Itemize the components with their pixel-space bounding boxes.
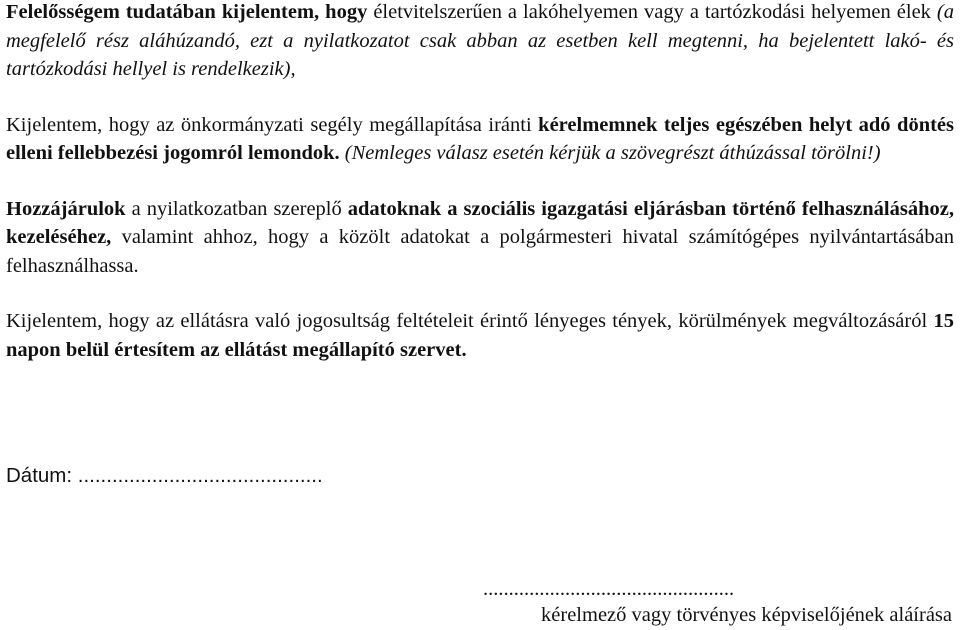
- consent-keyword: Hozzájárulok: [6, 197, 126, 220]
- consent-data-usage: adatoknak a szociális igazgatási eljárásban történő felhasználásához, kezeléséhez,: [6, 197, 954, 248]
- change-notification-paragraph: [6, 307, 954, 364]
- appeal-waiver-statement: kérelmemnek teljes egészében helyt adó döntés elleni fellebbezési jogomról lemondok.: [6, 113, 954, 164]
- signature-line: .................................................: [483, 578, 735, 600]
- notification-deadline: 15 napon belül értesítem az ellátást megállapító szervet.: [6, 310, 954, 361]
- data-consent-paragraph: [6, 195, 954, 281]
- residence-note: (a megfelelő rész aláhúzandó, ezt a nyilatkozatot csak abban az esetben kell megtenni, ha bejelentett lakó- és tartózkodási hellyel is rendelkezik),: [6, 1, 954, 80]
- responsibility-statement: Felelősségem tudatában kijelentem, hogy: [6, 1, 368, 23]
- appeal-waiver-lead: Kijelentem, hogy az önkormányzati segély megállapítása iránti: [6, 113, 539, 136]
- change-notification-text: Kijelentem, hogy az ellátásra való jogosultság feltételeit érintő lényeges tények, körülmények megváltozásáról: [6, 310, 934, 332]
- appeal-waiver-note: (Nemleges válasz esetén kérjük a szövegrészt áthúzással törölni!): [339, 142, 881, 164]
- appeal-waiver-paragraph: [6, 111, 954, 168]
- residence-declaration-paragraph: [6, 0, 954, 84]
- date-field: Dátum: ...........................................: [6, 464, 323, 487]
- declaration-body: [6, 0, 954, 364]
- signature-label: kérelmező vagy törvényes képviselőjének aláírása: [541, 604, 952, 626]
- consent-text-1: a nyilatkozatban szereplő: [125, 197, 348, 220]
- residence-text: életvitelszerűen a lakóhelyemen vagy a tartózkodási helyemen élek: [367, 1, 937, 23]
- consent-text-2: valamint ahhoz, hogy a közölt adatokat a polgármesteri hivatal számítógépes nyilvántartásában felhasználhassa.: [6, 226, 954, 277]
